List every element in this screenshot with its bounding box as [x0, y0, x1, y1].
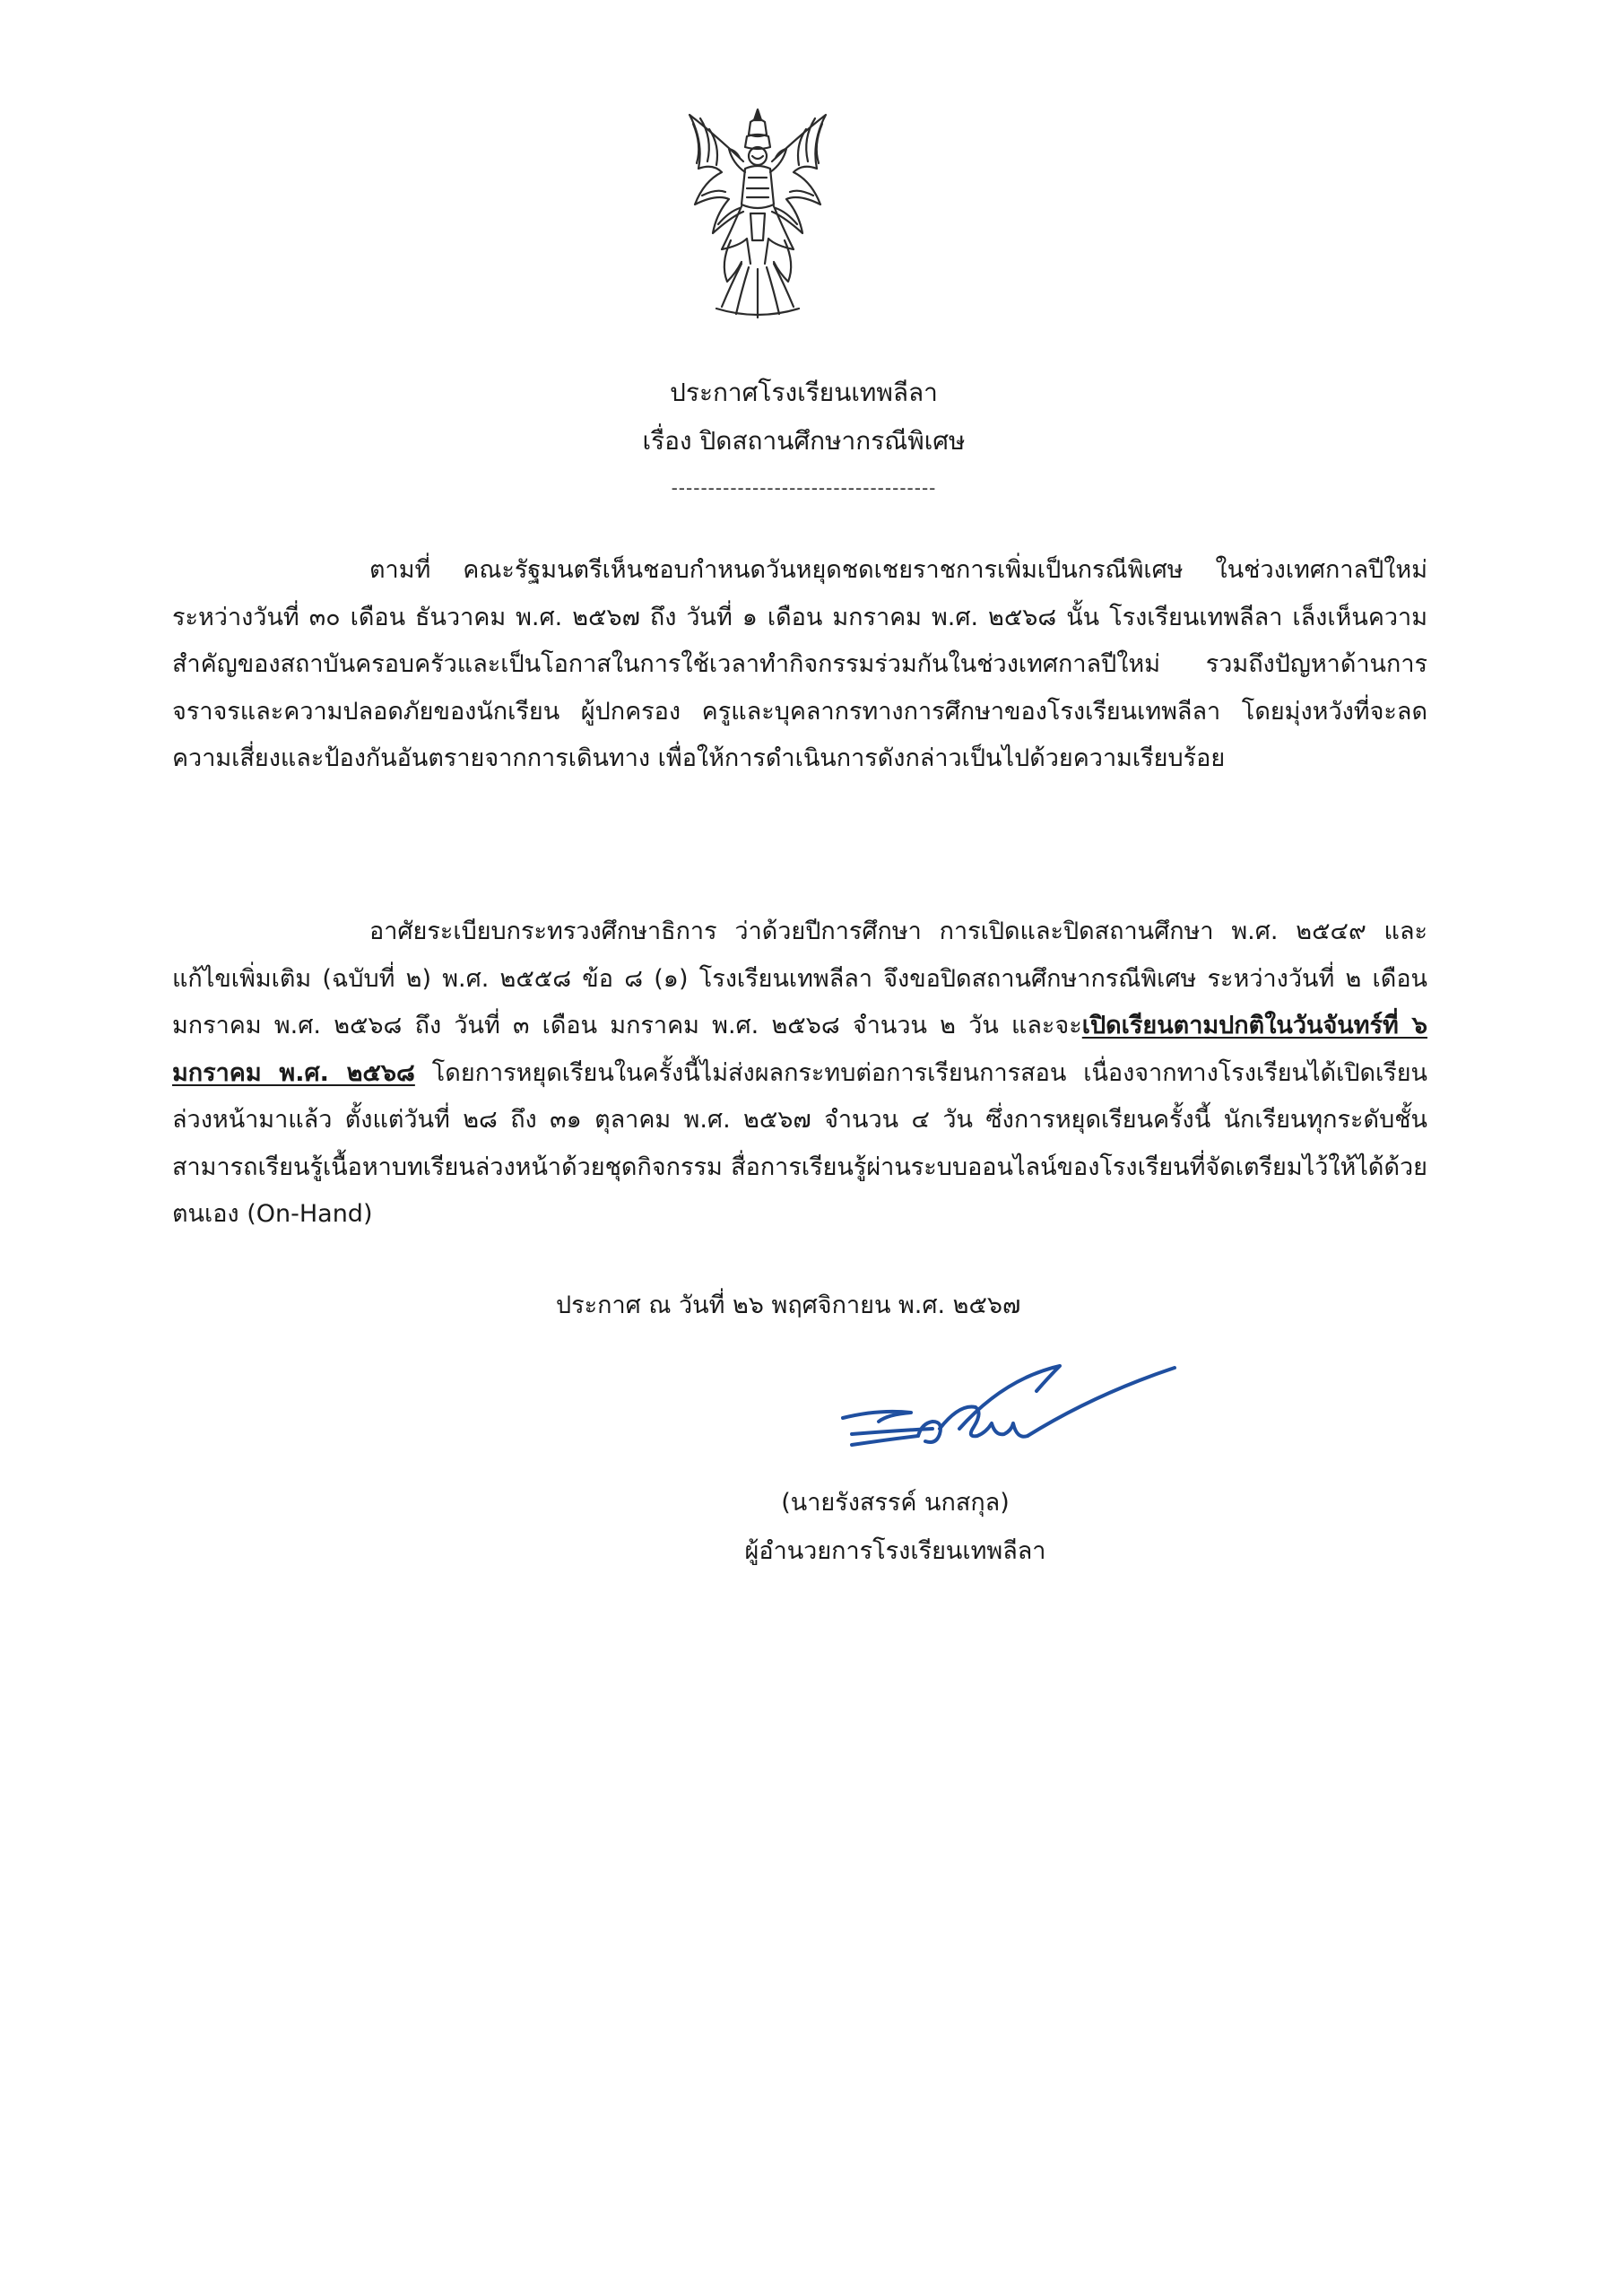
- announcement-title: ประกาศโรงเรียนเทพลีลา: [670, 378, 938, 407]
- title-rule: ------------------------------------: [671, 477, 937, 499]
- paragraph-2-text-start: อาศัยระเบียบกระทรวงศึกษาธิการ ว่าด้วยปีการศึกษา การเปิดและปิดสถานศึกษา พ.ศ. ๒๕๔๙ และแก้ไขเพิ่มเติม (ฉบับที่ ๒) พ.ศ. ๒๕๕๘ ข้อ ๘ (๑) โรงเรียนเทพลีลา จึงขอปิดสถานศึกษากรณีพิเศษ ระหว่างวันที่ ๒ เดือน มกราคม พ.ศ. ๒๕๖๘ ถึง วันที่ ๓ เดือน มกราคม พ.ศ. ๒๕๖๘ จำนวน ๒ วัน และจะ: [172, 918, 1427, 1039]
- signer-name: (นายรังสรรค์ นกสกุล): [781, 1489, 1010, 1517]
- signature-image: [825, 1359, 1201, 1475]
- garuda-emblem-icon: [677, 106, 838, 321]
- paragraph-1-text: ตามที่ คณะรัฐมนตรีเห็นชอบกำหนดวันหยุดชดเชยราชการเพิ่มเป็นกรณีพิเศษ ในช่วงเทศกาลปีใหม่ ระหว่างวันที่ ๓๐ เดือน ธันวาคม พ.ศ. ๒๕๖๗ ถึง วันที่ ๑ เดือน มกราคม พ.ศ. ๒๕๖๘ นั้น โรงเรียนเทพลีลา เล็งเห็นความสำคัญของสถาบันครอบครัวและเป็นโอกาสในการใช้เวลาทำกิจกรรมร่วมกันในช่วงเทศกาลปีใหม่ รวมถึงปัญหาด้านการจราจรและความปลอดภัยของนักเรียน ผู้ปกครอง ครูและบุคลากรทางการศึกษาของโรงเรียนเทพลีลา โดยมุ่งหวังที่จะลดความเสี่ยงและป้องกันอันตรายจากการเดินทาง เพื่อให้การดำเนินการดังกล่าวเป็นไปด้วยความเรียบร้อย: [172, 556, 1427, 772]
- announcement-subject: เรื่อง ปิดสถานศึกษากรณีพิเศษ: [642, 426, 966, 456]
- reopening-date-emphasis: เปิดเรียนตามปกติในวันจันทร์ที่ ๖ มกราคม พ.ศ. ๒๕๖๘: [172, 1012, 1427, 1087]
- announcement-date: ประกาศ ณ วันที่ ๒๖ พฤศจิกายน พ.ศ. ๒๕๖๗: [556, 1292, 1021, 1319]
- signer-title: ผู้อำนวยการโรงเรียนเทพลีลา: [744, 1537, 1046, 1565]
- paragraph-1: [172, 547, 1427, 783]
- paragraph-2: [172, 909, 1427, 1239]
- paragraph-2-text-end: โดยการหยุดเรียนในครั้งนี้ไม่ส่งผลกระทบต่อการเรียนการสอน เนื่องจากทางโรงเรียนได้เปิดเรียนล่วงหน้ามาแล้ว ตั้งแต่วันที่ ๒๘ ถึง ๓๑ ตุลาคม พ.ศ. ๒๕๖๗ จำนวน ๔ วัน ซึ่งการหยุดเรียนครั้งนี้ นักเรียนทุกระดับชั้นสามารถเรียนรู้เนื้อหาบทเรียนล่วงหน้าด้วยชุดกิจกรรม สื่อการเรียนรู้ผ่านระบบออนไลน์ของโรงเรียนที่จัดเตรียมไว้ให้ได้ด้วยตนเอง (On-Hand): [172, 1058, 1427, 1228]
